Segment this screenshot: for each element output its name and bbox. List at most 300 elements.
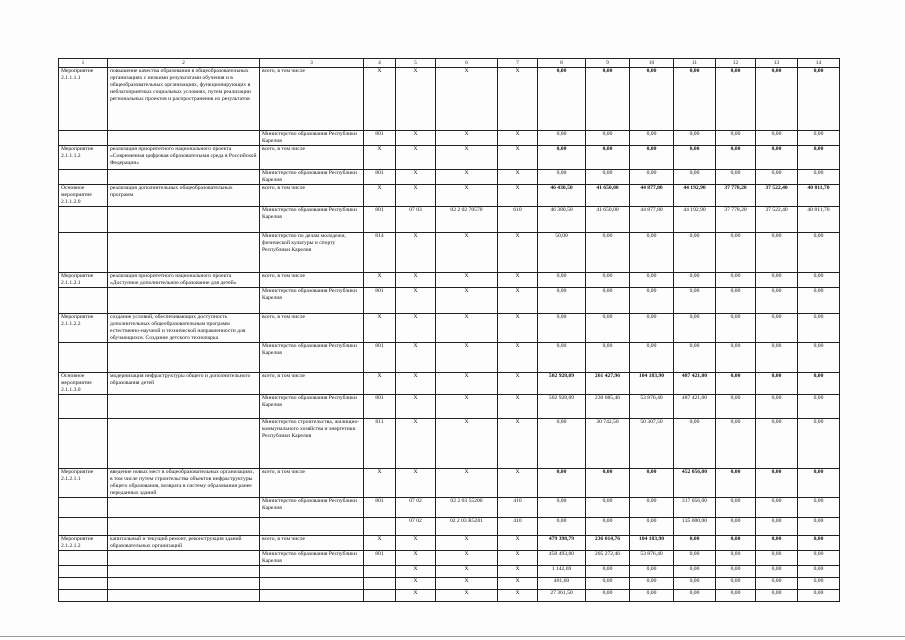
table-row [59,288,840,314]
cell-col-3: всего, в том числе [260,185,364,207]
cell-col-8: 450 493,00 [538,551,586,566]
cell-col-5: 07 02 [396,518,436,536]
cell-col-7: X [498,469,538,498]
cell-col-11: 0,00 [674,314,716,343]
cell-col-6: X [436,578,498,590]
cell-col-1 [59,551,108,566]
cell-col-6: 02 2 03 R5201 [436,518,498,536]
cell-col-14: 40 811,70 [798,207,840,233]
column-number-12: 12 [716,59,756,68]
cell-col-11: 0,00 [674,343,716,373]
cell-col-12: 0,00 [716,566,756,578]
table-row [59,551,840,566]
cell-col-12: 0,00 [716,146,756,170]
cell-col-14: 0,00 [798,395,840,419]
cell-col-5: X [396,536,436,551]
cell-col-4: X [364,373,396,395]
cell-col-12: 0,00 [716,469,756,498]
cell-col-12: 0,00 [716,419,756,469]
column-number-7: 7 [498,59,538,68]
cell-col-4: X [364,68,396,131]
cell-col-5: 07 03 [396,207,436,233]
cell-col-9: 0,00 [586,314,630,343]
cell-col-9: 0,00 [586,518,630,536]
cell-col-2 [108,566,260,578]
cell-col-12: 37 778,20 [716,207,756,233]
cell-col-4: X [364,536,396,551]
cell-col-14: 0,00 [798,170,840,185]
cell-col-2: реализация приоритетного национального проекта «Доступное дополнительное образование для детей» [108,273,260,288]
cell-col-8: 479 398,79 [538,536,586,551]
table-row [59,68,840,131]
cell-col-13: 0,00 [756,578,798,590]
budget-table [58,58,840,602]
cell-col-11: 0,00 [674,288,716,314]
cell-col-14: 0,00 [798,233,840,273]
cell-col-2: введение новых мест в общеобразовательных организациях, в том числе путем строительства объектов инфраструктуры общего образования, возврата в систему образования ранее переданных зданий [108,469,260,498]
cell-col-6: X [436,170,498,185]
cell-col-8: 0,00 [538,498,586,518]
cell-col-5: X [396,131,436,146]
cell-col-9: 261 427,96 [586,373,630,395]
cell-col-10: 0,00 [630,498,674,518]
cell-col-6: X [436,273,498,288]
cell-col-6: X [436,395,498,419]
cell-col-13: 0,00 [756,273,798,288]
cell-col-9: 0,00 [586,170,630,185]
cell-col-14: 0,00 [798,373,840,395]
cell-col-12: 0,00 [716,273,756,288]
cell-col-11: 135 000,00 [674,518,716,536]
cell-col-4: X [364,185,396,207]
cell-col-4: 801 [364,551,396,566]
cell-col-11: 452 056,00 [674,469,716,498]
cell-col-3: Министерство образования Республики Карелия [260,131,364,146]
cell-col-1 [59,343,108,373]
table-row [59,373,840,395]
cell-col-2 [108,170,260,185]
cell-col-3: Министерство образования Республики Карелия [260,395,364,419]
cell-col-8: 502 928,09 [538,373,586,395]
cell-col-7: X [498,131,538,146]
cell-col-8: 1 142,69 [538,566,586,578]
cell-col-8: 0,00 [538,288,586,314]
column-number-14: 14 [798,59,840,68]
cell-col-1 [59,395,108,419]
cell-col-2: реализация дополнительных общеобразовательных программ [108,185,260,207]
cell-col-6: X [436,566,498,578]
cell-col-7: 610 [498,207,538,233]
column-number-1: 1 [59,59,108,68]
cell-col-13: 0,00 [756,469,798,498]
cell-col-3: Министерство по делам молодежи, физической культуры и спорту Республики Карелия [260,233,364,273]
cell-col-3: всего, в том числе [260,273,364,288]
cell-col-2: капитальный и текущий ремонт, реконструкция зданий образовательных организаций [108,536,260,551]
cell-col-4: 801 [364,288,396,314]
cell-col-14: 0,00 [798,314,840,343]
column-number-10: 10 [630,59,674,68]
cell-col-9: 0,00 [586,288,630,314]
table-row [59,170,840,185]
cell-col-14: 0,00 [798,273,840,288]
cell-col-7: X [498,233,538,273]
cell-col-12: 0,00 [716,551,756,566]
cell-col-13: 0,00 [756,233,798,273]
cell-col-13: 0,00 [756,419,798,469]
cell-col-13: 0,00 [756,131,798,146]
cell-col-5: X [396,373,436,395]
cell-col-2 [108,551,260,566]
cell-col-5: X [396,314,436,343]
cell-col-2 [108,578,260,590]
cell-col-12: 0,00 [716,536,756,551]
table-row [59,395,840,419]
cell-col-1: Мероприятие 2.1.1.1.1 [59,68,108,131]
table-row [59,518,840,536]
cell-col-3: Министерство образования Республики Карелия [260,498,364,518]
cell-col-11: 44 192,90 [674,207,716,233]
cell-col-7: X [498,578,538,590]
cell-col-11: 0,00 [674,146,716,170]
table-row [59,566,840,578]
cell-col-8: 46 430,50 [538,185,586,207]
cell-col-12: 0,00 [716,233,756,273]
cell-col-11: 0,00 [674,170,716,185]
cell-col-3: Министерство образования Республики Карелия [260,207,364,233]
cell-col-6: X [436,551,498,566]
cell-col-3: всего, в том числе [260,68,364,131]
table-row [59,233,840,273]
cell-col-14: 0,00 [798,498,840,518]
cell-col-4 [364,518,396,536]
table-row [59,469,840,498]
cell-col-5: X [396,288,436,314]
cell-col-7: X [498,288,538,314]
cell-col-8: 27 361,50 [538,590,586,602]
cell-col-8: 0,00 [538,419,586,469]
cell-col-13: 37 522,40 [756,185,798,207]
table-row [59,536,840,551]
cell-col-4: 801 [364,207,396,233]
cell-col-4: X [364,314,396,343]
column-number-4: 4 [364,59,396,68]
cell-col-13: 0,00 [756,146,798,170]
column-number-13: 13 [756,59,798,68]
cell-col-1 [59,566,108,578]
cell-col-4: X [364,469,396,498]
cell-col-6: X [436,469,498,498]
cell-col-7: X [498,146,538,170]
cell-col-14: 0,00 [798,536,840,551]
cell-col-10: 0,00 [630,518,674,536]
cell-col-13: 0,00 [756,590,798,602]
cell-col-5: 07 02 [396,498,436,518]
cell-col-7: 410 [498,518,538,536]
cell-col-1: Мероприятие 2.1.1.1.2 [59,146,108,170]
cell-col-2 [108,498,260,518]
cell-col-3: Министерство образования Республики Карелия [260,170,364,185]
cell-col-3 [260,518,364,536]
cell-col-11: 0,00 [674,590,716,602]
cell-col-4: 801 [364,343,396,373]
cell-col-7: X [498,170,538,185]
cell-col-5: X [396,469,436,498]
cell-col-9: 0,00 [586,578,630,590]
cell-col-10: 0,00 [630,273,674,288]
cell-col-5: X [396,170,436,185]
cell-col-9: 0,00 [586,146,630,170]
cell-col-3: Министерство образования Республики Карелия [260,551,364,566]
cell-col-12: 0,00 [716,578,756,590]
cell-col-5: X [396,566,436,578]
cell-col-11: 0,00 [674,68,716,131]
cell-col-2 [108,419,260,469]
cell-col-10: 0,00 [630,233,674,273]
cell-col-6: X [436,185,498,207]
cell-col-2: модернизация инфраструктуры общего и дополнительного образования детей [108,373,260,395]
cell-col-10: 0,00 [630,146,674,170]
cell-col-14: 0,00 [798,551,840,566]
cell-col-13: 0,00 [756,551,798,566]
cell-col-1 [59,578,108,590]
table-row [59,207,840,233]
cell-col-10: 0,00 [630,131,674,146]
cell-col-1: Основное мероприятие 2.1.1.2.0 [59,185,108,207]
cell-col-3 [260,566,364,578]
cell-col-8: 50,00 [538,233,586,273]
cell-col-1 [59,288,108,314]
cell-col-8: 0,00 [538,273,586,288]
cell-col-14: 0,00 [798,590,840,602]
column-number-11: 11 [674,59,716,68]
cell-col-7: X [498,68,538,131]
cell-col-5: X [396,233,436,273]
cell-col-8: 0,00 [538,131,586,146]
cell-col-8: 0,00 [538,68,586,131]
cell-col-12: 0,00 [716,518,756,536]
cell-col-5: X [396,185,436,207]
cell-col-12: 0,00 [716,131,756,146]
cell-col-9: 230 685,46 [586,395,630,419]
cell-col-3: всего, в том числе [260,314,364,343]
cell-col-11: 0,00 [674,551,716,566]
table-row [59,578,840,590]
cell-col-12: 37 778,20 [716,185,756,207]
cell-col-12: 0,00 [716,373,756,395]
cell-col-3: Министерство строительства, жилищно-коммунального хозяйства и энергетики Республики Карелия [260,419,364,469]
cell-col-11: 0,00 [674,578,716,590]
cell-col-7: X [498,314,538,343]
cell-col-10: 0,00 [630,566,674,578]
cell-col-14: 0,00 [798,518,840,536]
table-row [59,314,840,343]
cell-col-14: 0,00 [798,68,840,131]
cell-col-6: 02 2 03 55200 [436,498,498,518]
cell-col-6: X [436,373,498,395]
cell-col-12: 0,00 [716,395,756,419]
cell-col-13: 0,00 [756,288,798,314]
table-row [59,590,840,602]
cell-col-4 [364,566,396,578]
cell-col-14: 0,00 [798,578,840,590]
cell-col-6: X [436,288,498,314]
cell-col-14: 0,00 [798,566,840,578]
table-body [59,59,840,602]
table-row [59,343,840,373]
cell-col-9: 41 650,00 [586,207,630,233]
cell-col-7: X [498,566,538,578]
table-row [59,419,840,469]
cell-col-8: 0,00 [538,343,586,373]
cell-col-10: 0,00 [630,288,674,314]
cell-col-6: X [436,536,498,551]
cell-col-13: 0,00 [756,170,798,185]
cell-col-11: 487 421,00 [674,395,716,419]
cell-col-13: 37 522,40 [756,207,798,233]
column-number-row [59,59,840,68]
cell-col-1 [59,170,108,185]
cell-col-14: 0,00 [798,469,840,498]
cell-col-8: 0,00 [538,518,586,536]
cell-col-10: 0,00 [630,314,674,343]
cell-col-11: 487 421,00 [674,373,716,395]
cell-col-2 [108,288,260,314]
cell-col-7: X [498,590,538,602]
cell-col-5: X [396,419,436,469]
cell-col-11: 0,00 [674,131,716,146]
cell-col-10: 50 307,50 [630,419,674,469]
cell-col-6: X [436,343,498,373]
cell-col-13: 0,00 [756,498,798,518]
cell-col-1: Мероприятие 2.1.2.1.2 [59,536,108,551]
cell-col-12: 0,00 [716,314,756,343]
cell-col-6: X [436,419,498,469]
cell-col-4: 801 [364,498,396,518]
cell-col-4 [364,578,396,590]
cell-col-11: 0,00 [674,536,716,551]
table-row [59,498,840,518]
cell-col-6: X [436,146,498,170]
cell-col-2: создание условий, обеспечивающих доступность дополнительных общеобразовательным программ естественно-научной и технической направленности для обучающихся. Создание детского технопарка [108,314,260,343]
scan-edge-line [0,636,905,637]
cell-col-13: 0,00 [756,343,798,373]
cell-col-10: 44 877,80 [630,207,674,233]
cell-col-1 [59,233,108,273]
cell-col-3: всего, в том числе [260,373,364,395]
cell-col-1: Мероприятие 2.1.2.1.1 [59,469,108,498]
cell-col-10: 0,00 [630,469,674,498]
cell-col-14: 0,00 [798,131,840,146]
cell-col-4: 811 [364,419,396,469]
cell-col-4: 801 [364,131,396,146]
column-number-5: 5 [396,59,436,68]
cell-col-4: 814 [364,233,396,273]
cell-col-9: 0,00 [586,590,630,602]
cell-col-3: всего, в том числе [260,536,364,551]
cell-col-2 [108,233,260,273]
cell-col-8: 401,60 [538,578,586,590]
cell-col-7: X [498,185,538,207]
cell-col-10: 44 877,80 [630,185,674,207]
cell-col-9: 0,00 [586,566,630,578]
cell-col-5: X [396,551,436,566]
cell-col-8: 502 928,09 [538,395,586,419]
cell-col-13: 0,00 [756,395,798,419]
cell-col-2: повышение качества образования в общеобразовательных организациях с низкими результатами обучения и в общеобразовательных организациях, функционирующих в неблагоприятных социальных условиях, путем реализации региональных проектов и распространения их результатов [108,68,260,131]
cell-col-4 [364,590,396,602]
cell-col-5: X [396,68,436,131]
cell-col-13: 0,00 [756,566,798,578]
cell-col-13: 0,00 [756,373,798,395]
cell-col-14: 0,00 [798,146,840,170]
cell-col-7: X [498,419,538,469]
cell-col-9: 41 650,00 [586,185,630,207]
table-row [59,273,840,288]
table-row [59,146,840,170]
cell-col-4: X [364,146,396,170]
cell-col-2 [108,131,260,146]
cell-col-2 [108,518,260,536]
cell-col-2 [108,343,260,373]
cell-col-9: 205 272,46 [586,551,630,566]
cell-col-4: X [364,273,396,288]
cell-col-2 [108,207,260,233]
cell-col-5: X [396,578,436,590]
cell-col-10: 104 183,90 [630,536,674,551]
column-number-9: 9 [586,59,630,68]
cell-col-10: 0,00 [630,68,674,131]
cell-col-1: Мероприятие 2.1.1.2.2 [59,314,108,343]
cell-col-12: 0,00 [716,590,756,602]
cell-col-10: 0,00 [630,170,674,185]
cell-col-13: 0,00 [756,68,798,131]
cell-col-9: 0,00 [586,273,630,288]
cell-col-3: Министерство образования Республики Карелия [260,288,364,314]
cell-col-6: 02 2 02 70570 [436,207,498,233]
cell-col-3: всего, в том числе [260,146,364,170]
cell-col-5: X [396,273,436,288]
cell-col-13: 0,00 [756,536,798,551]
cell-col-14: 40 811,70 [798,185,840,207]
cell-col-7: X [498,395,538,419]
cell-col-2: реализация приоритетного национального проекта «Современная цифровая образовательная среда в Российской Федерации» [108,146,260,170]
cell-col-8: 0,00 [538,469,586,498]
cell-col-4: 801 [364,170,396,185]
cell-col-12: 0,00 [716,170,756,185]
cell-col-14: 0,00 [798,288,840,314]
cell-col-1 [59,131,108,146]
cell-col-5: X [396,395,436,419]
cell-col-12: 0,00 [716,288,756,314]
cell-col-5: X [396,343,436,373]
cell-col-13: 0,00 [756,314,798,343]
cell-col-11: 0,00 [674,419,716,469]
cell-col-3 [260,578,364,590]
cell-col-14: 0,00 [798,419,840,469]
cell-col-3: всего, в том числе [260,469,364,498]
cell-col-1 [59,419,108,469]
cell-col-8: 0,00 [538,314,586,343]
column-number-2: 2 [108,59,260,68]
cell-col-3: Министерство образования Республики Карелия [260,343,364,373]
cell-col-7: X [498,373,538,395]
cell-col-1: Основное мероприятие 2.1.1.3.0 [59,373,108,395]
cell-col-6: X [436,314,498,343]
cell-col-2 [108,590,260,602]
cell-col-5: X [396,590,436,602]
cell-col-7: 410 [498,498,538,518]
cell-col-6: X [436,590,498,602]
